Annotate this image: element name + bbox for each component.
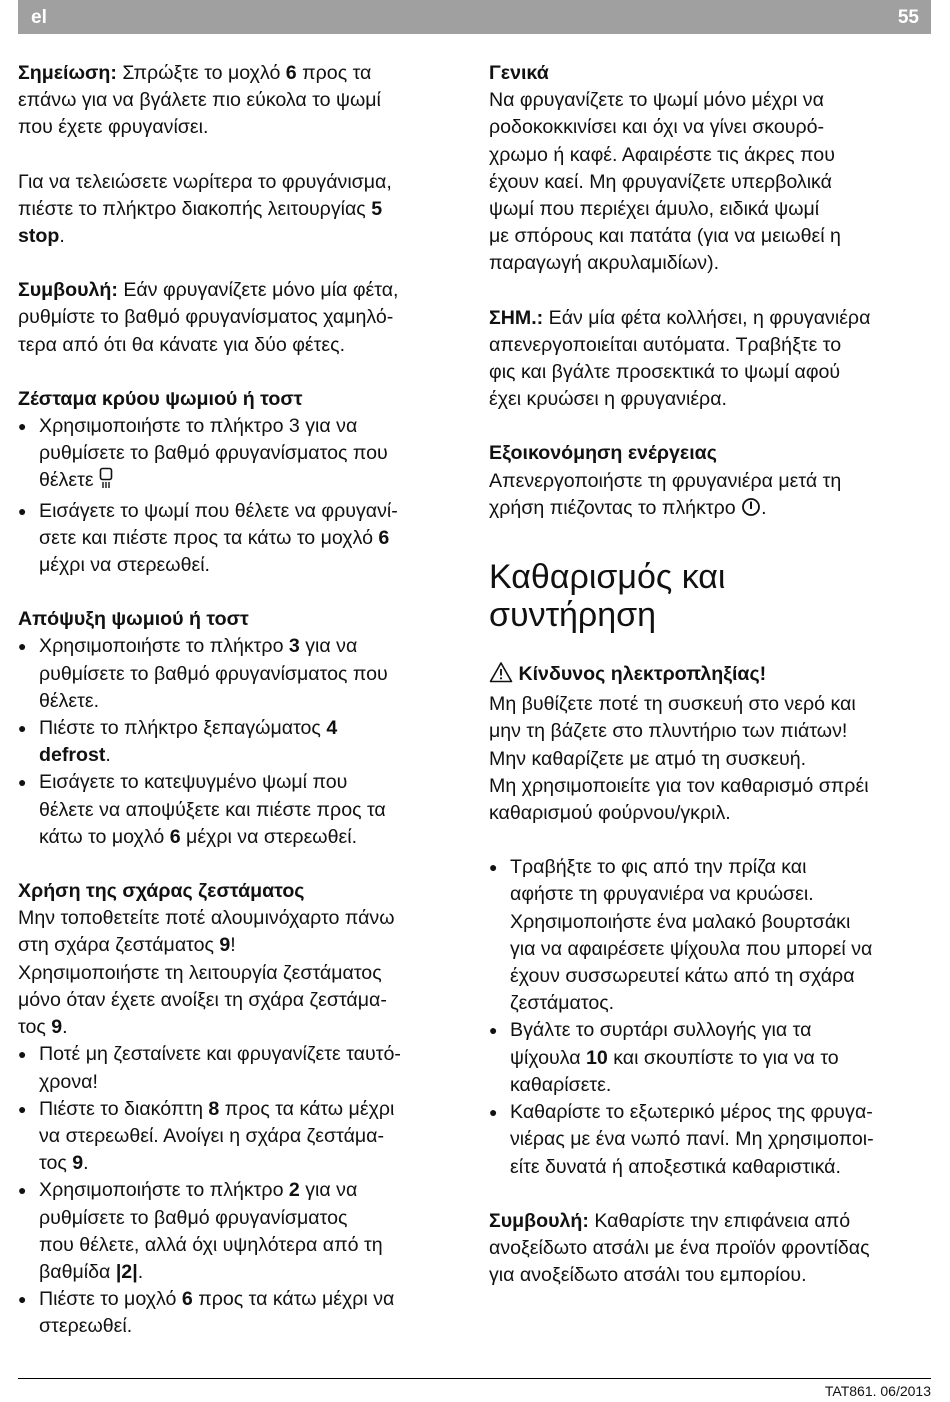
danger-paragraph: Μη βυθίζετε ποτέ τη συσκευή στο νερό και μην τη βάζετε στο πλυντήριο των πιάτων! Μην καθαρίζετε με ατμό τη συσκευή. Μη χρησιμοποιείτε για τον καθαρισμό σπρέι καθαρισμού φούρνου/γκριλ.	[489, 693, 869, 825]
list-item: ● Πιέστε το πλήκτρο ξεπαγώματος 4 defrost.	[18, 715, 463, 769]
energy-paragraph: Απενεργοποιήστε τη φρυγανιέρα μετά τη χρήση πιέζοντας το πλήκτρο .	[489, 468, 931, 525]
language-code: el	[31, 7, 47, 28]
list-item: ● Καθαρίστε το εξωτερικό μέρος της φρυγα- νιέρας με ένα νωπό πανί. Μη χρησιμοποι- είτε δυνατά ή αποξεστικά καθαριστικά.	[489, 1099, 931, 1181]
general-paragraph: Να φρυγανίζετε το ψωμί μόνο μέχρι να ροδοκοκκινίσει και όχι να γίνει σκουρό- χρωμο ή καφέ. Αφαιρέστε τις άκρες που έχουν καεί. Μη φρυγανίζετε υπερβολικά ψωμί που περιέχει άμυλο, ειδικά ψωμί με σπόρους και πατάτα (για να μειωθεί η παραγωγή ακρυλαμιδίων).	[489, 89, 841, 275]
defrost-heading: Απόψυξη ψωμιού ή τοστ	[18, 608, 249, 631]
note-paragraph: ΣΗΜ.: Εάν μία φέτα κολλήσει, η φρυγανιέρα απενεργοποιείται αυτόματα. Τραβήξτε το φις και βγάλτε προσεκτικά το ψωμί αφού έχει κρυώσει η φρυγανιέρα.	[489, 306, 871, 411]
section-title: Καθαρισμός και συντήρηση	[489, 558, 726, 635]
footer-code: TAT861. 06/2013	[824, 1383, 931, 1399]
rack-heading: Χρήση της σχάρας ζεστάματος	[18, 880, 305, 903]
tip-paragraph: Συμβουλή: Εάν φρυγανίζετε μόνο μία φέτα, ρυθμίστε το βαθμό φρυγανίσματος χαμηλό- τερα από ότι θα κάνατε για δύο φέτες.	[18, 279, 399, 356]
rack-paragraph: Μην τοποθετείτε ποτέ αλουμινόχαρτο πάνω στη σχάρα ζεστάματος 9! Χρησιμοποιήστε τη λειτουργία ζεστάματος μόνο όταν έχετε ανοίξει τη σχάρα ζεστάμα- τος 9.	[18, 907, 395, 1039]
list-item: ● Πιέστε το μοχλό 6 προς τα κάτω μέχρι να στερεωθεί.	[18, 1286, 463, 1340]
list-item: ● Εισάγετε το ψωμί που θέλετε να φρυγανί- σετε και πιέστε προς τα κάτω το μοχλό 6 μέχρι να στερεωθεί.	[18, 498, 463, 580]
list-item: ● Χρησιμοποιήστε το πλήκτρο 3 για να ρυθμίσετε το βαθμό φρυγανίσματος που θέλετε.	[18, 633, 463, 715]
general-heading: Γενικά	[489, 62, 549, 84]
footer-divider	[18, 1378, 931, 1379]
note-paragraph: Σημείωση: Σπρώξτε το μοχλό 6 προς τα επάνω για να βγάλετε πιο εύκολα το ψωμί που έχετε φρυγανίσει.	[18, 62, 381, 139]
warm-heading: Ζέσταμα κρύου ψωμιού ή τοστ	[18, 387, 303, 410]
list-item: ● Ποτέ μη ζεσταίνετε και φρυγανίζετε ταυτό- χρονα!	[18, 1041, 463, 1095]
list-item: ● Χρησιμοποιήστε το πλήκτρο 3 για να ρυθμίσετε το βαθμό φρυγανίσματος που θέλετε	[18, 413, 463, 498]
stop-paragraph: Για να τελειώσετε νωρίτερα το φρυγάνισμα, πιέστε το πλήκτρο διακοπής λειτουργίας 5 stop.	[18, 170, 392, 248]
tip-paragraph: Συμβουλή: Καθαρίστε την επιφάνεια από ανοξείδωτο ατσάλι με ένα προϊόν φροντίδας για ανοξείδωτο ατσάλι του εμπορίου.	[489, 1209, 870, 1287]
toast-level-icon	[99, 467, 113, 497]
danger-heading: Κίνδυνος ηλεκτροπληξίας!	[489, 661, 931, 691]
list-item: ● Βγάλτε το συρτάρι συλλογής για τα ψίχουλα 10 και σκουπίστε το για να το καθαρίσετε.	[489, 1017, 931, 1099]
energy-heading: Εξοικονόμηση ενέργειας	[489, 442, 717, 465]
list-item: ● Πιέστε το διακόπτη 8 προς τα κάτω μέχρι να στερεωθεί. Ανοίγει η σχάρα ζεστάμα- τος 9.	[18, 1096, 463, 1178]
warning-triangle-icon	[489, 661, 513, 691]
left-column	[18, 60, 463, 1341]
list-item: ● Εισάγετε το κατεψυγμένο ψωμί που θέλετε να αποψύξετε και πιέστε προς τα κάτω το μοχλό 6 μέχρι να στερεωθεί.	[18, 769, 463, 851]
page-number: 55	[897, 7, 919, 28]
list-item: ● Τραβήξτε το φις από την πρίζα και αφήστε τη φρυγανιέρα να κρυώσει. Χρησιμοποιήστε ένα μαλακό βουρτσάκι για να αφαιρέσετε ψίχουλα που μπορεί να έχουν συσσωρευτεί κάτω από τη σχάρα ζεστάματος.	[489, 854, 931, 1017]
power-button-icon	[741, 497, 761, 525]
list-item: ● Χρησιμοποιήστε το πλήκτρο 2 για να ρυθμίσετε το βαθμό φρυγανίσματος που θέλετε, αλλά όχι υψηλότερα από τη βαθμίδα |2|.	[18, 1177, 463, 1286]
page-header	[18, 0, 931, 34]
right-column	[489, 60, 931, 1289]
